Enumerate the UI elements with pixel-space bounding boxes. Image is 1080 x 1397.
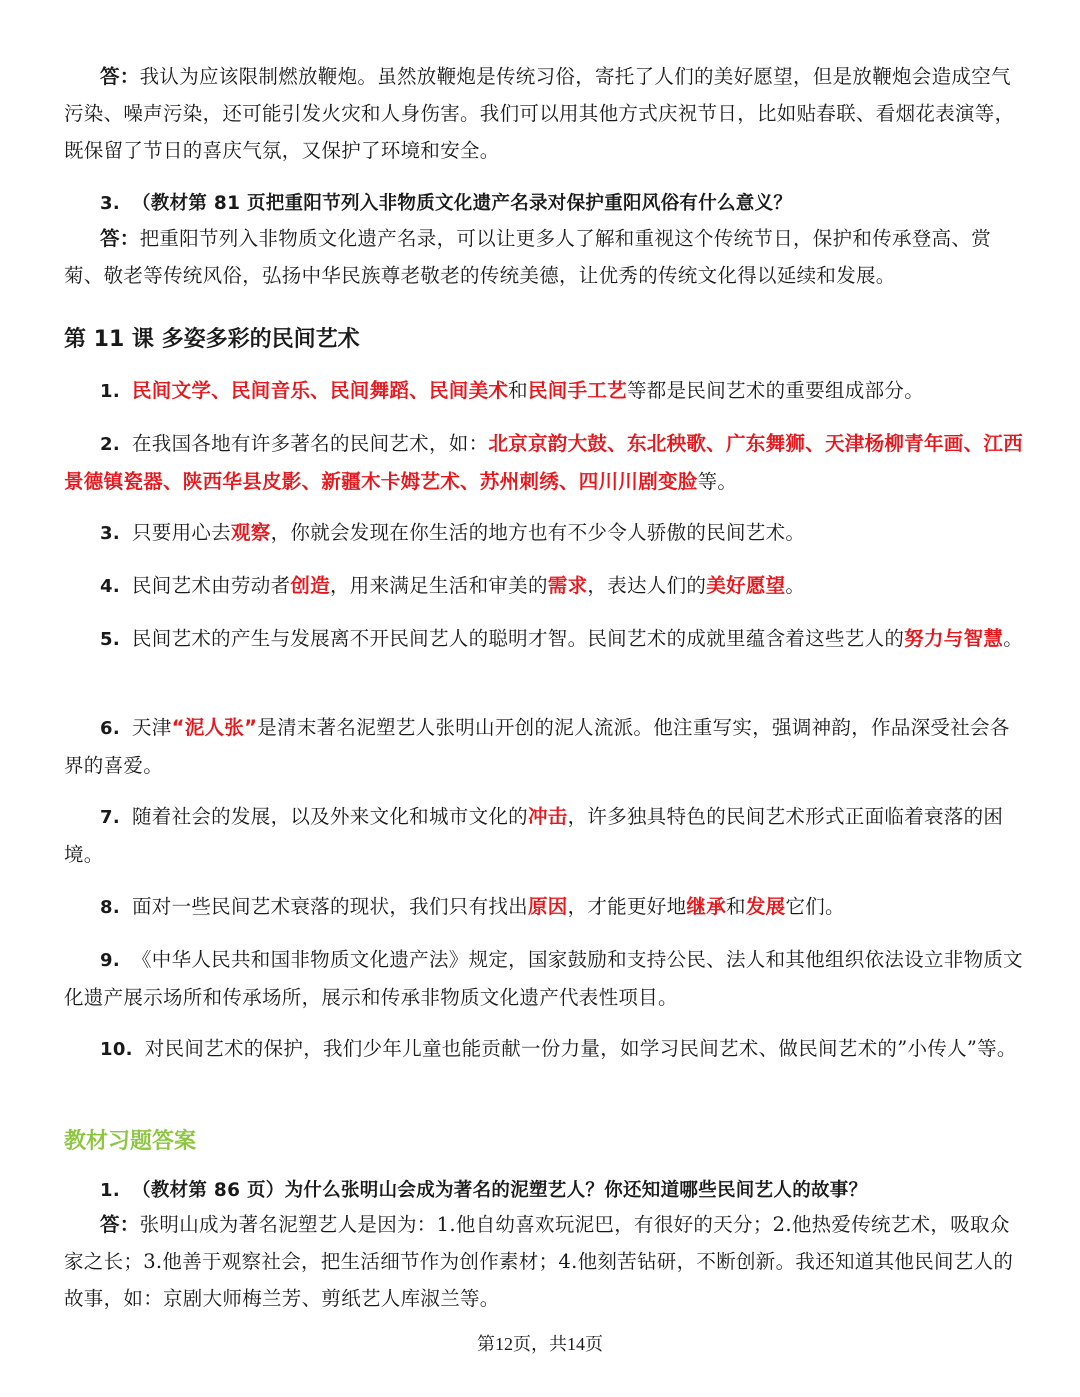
point-text: 民间艺术的产生与发展离不开民间艺人的聪明才智。民间艺术的成就里蕴含着这些艺人的 [131, 627, 905, 650]
exercise-answer-1 [64, 1206, 1024, 1317]
point-text: ，你就会发现在你生活的地方也有不少令人骄傲的民间艺术。 [270, 521, 806, 544]
point-text: 它们。 [785, 895, 845, 918]
point-number: 6. [100, 718, 120, 739]
point-3 [64, 514, 1024, 552]
point-text: 等都是民间艺术的重要组成部分。 [627, 379, 925, 402]
answer-paragraph [64, 58, 1024, 169]
emphasis-text: 民间手工艺 [527, 379, 627, 402]
point-4 [64, 567, 1024, 605]
point-text: 《中华人民共和国非物质文化遗产法》规定，国家鼓励和支持公民、法人和其他组织依法设立非物质文化遗产展示场所和传承场所，展示和传承非物质文化遗产代表性项目。 [64, 948, 1023, 1009]
emphasis-text: 创造 [290, 574, 330, 597]
emphasis-text: 北京京韵大鼓、东北秧歌、广东舞狮、天津杨柳青年画、江西景德镇瓷器、陕西华县皮影、新疆木卡姆艺术、苏州刺绣、四川川剧变脸 [64, 432, 1023, 493]
point-text: 民间艺术由劳动者 [131, 574, 291, 597]
point-number: 7. [100, 807, 120, 828]
point-1 [64, 372, 1024, 410]
answer-3 [64, 220, 1024, 294]
point-text: 面对一些民间艺术衰落的现状，我们只有找出 [131, 895, 528, 918]
point-number: 2. [100, 434, 120, 455]
point-10 [64, 1030, 1024, 1068]
point-number: 3. [100, 523, 120, 544]
point-number: 10. [100, 1039, 133, 1060]
point-text: 等。 [697, 470, 738, 493]
point-number: 9. [100, 950, 120, 971]
point-text: 。 [785, 574, 806, 597]
emphasis-text: 原因 [527, 895, 568, 918]
point-number: 5. [100, 629, 120, 650]
point-2 [64, 425, 1024, 500]
lesson-title: 第 11 课 多姿多彩的民间艺术 [64, 327, 360, 352]
point-text: 只要用心去 [131, 521, 231, 544]
point-text: ，用来满足生活和审美的 [329, 574, 548, 597]
point-text: 和 [726, 895, 746, 918]
emphasis-text: 需求 [547, 574, 588, 597]
point-8 [64, 888, 1024, 926]
answer-label: 答： [100, 1213, 140, 1236]
point-text: 随着社会的发展，以及外来文化和城市文化的 [131, 805, 528, 828]
answer-label: 答： [100, 65, 140, 88]
answer-text: 把重阳节列入非物质文化遗产名录，可以让更多人了解和重视这个传统节日，保护和传承登高、赏菊、敬老等传统风俗，弘扬中华民族尊老敬老的传统美德，让优秀的传统文化得以延续和发展。 [64, 227, 992, 287]
point-number: 1. [100, 381, 120, 402]
point-text: 和 [508, 379, 528, 402]
page-footer: 第12页，共14页 [477, 1334, 603, 1354]
point-text: 在我国各地有许多著名的民间艺术，如： [131, 432, 489, 455]
exercise-question-1 [64, 1171, 1024, 1209]
point-text: 是清末著名泥塑艺人张明山开创的泥人流派。他注重写实，强调神韵，作品深受社会各界的喜爱。 [64, 716, 1010, 777]
point-number: 8. [100, 897, 120, 918]
point-5 [64, 620, 1024, 658]
point-7 [64, 798, 1024, 873]
emphasis-text: 努力与智慧 [904, 627, 1004, 650]
answer-text: 张明山成为著名泥塑艺人是因为：1.他自幼喜欢玩泥巴，有很好的天分；2.他热爱传统艺术，吸取众家之长；3.他善于观察社会，把生活细节作为创作素材；4.他刻苦钻研，不断创新。我还知道其他民间艺人的故事，如：京剧大师梅兰芳、剪纸艺人库淑兰等。 [64, 1213, 1014, 1310]
question-number: 3. [100, 193, 120, 214]
answer-label: 答： [100, 227, 140, 250]
emphasis-text: 美好愿望 [706, 574, 786, 597]
point-6 [64, 709, 1024, 784]
question-3 [64, 184, 1024, 222]
emphasis-text: 冲击 [527, 805, 568, 828]
emphasis-text: 观察 [230, 521, 271, 544]
answer-text: 我认为应该限制燃放鞭炮。虽然放鞭炮是传统习俗，寄托了人们的美好愿望，但是放鞭炮会造成空气污染、噪声污染，还可能引发火灾和人身伤害。我们可以用其他方式庆祝节日，比如贴春联、看烟花表演等，既保留了节日的喜庆气氛，又保护了环境和安全。 [64, 65, 1015, 162]
emphasis-text: “泥人张” [171, 716, 258, 739]
point-text: ，许多独具特色的民间艺术形式正面临着衰落的困境。 [64, 805, 1004, 866]
point-text: 。 [1003, 627, 1023, 650]
point-text: ，才能更好地 [567, 895, 687, 918]
question-text: （教材第 81 页把重阳节列入非物质文化遗产名录对保护重阳风俗有什么意义？ [131, 193, 793, 214]
point-text: 天津 [131, 716, 172, 739]
exercise-section-title: 教材习题答案 [64, 1129, 197, 1154]
point-text: ，表达人们的 [587, 574, 707, 597]
point-9 [64, 941, 1024, 1016]
question-text: （教材第 86 页）为什么张明山会成为著名的泥塑艺人？你还知道哪些民间艺人的故事？ [131, 1180, 868, 1201]
point-number: 4. [100, 576, 120, 597]
emphasis-text: 继承 [686, 895, 727, 918]
point-text: 对民间艺术的保护，我们少年儿童也能贡献一份力量，如学习民间艺术、做民间艺术的”小传人”等。 [144, 1037, 1017, 1060]
emphasis-text: 民间文学、民间音乐、民间舞蹈、民间美术 [131, 379, 509, 402]
emphasis-text: 发展 [745, 895, 786, 918]
question-number: 1. [100, 1180, 120, 1201]
